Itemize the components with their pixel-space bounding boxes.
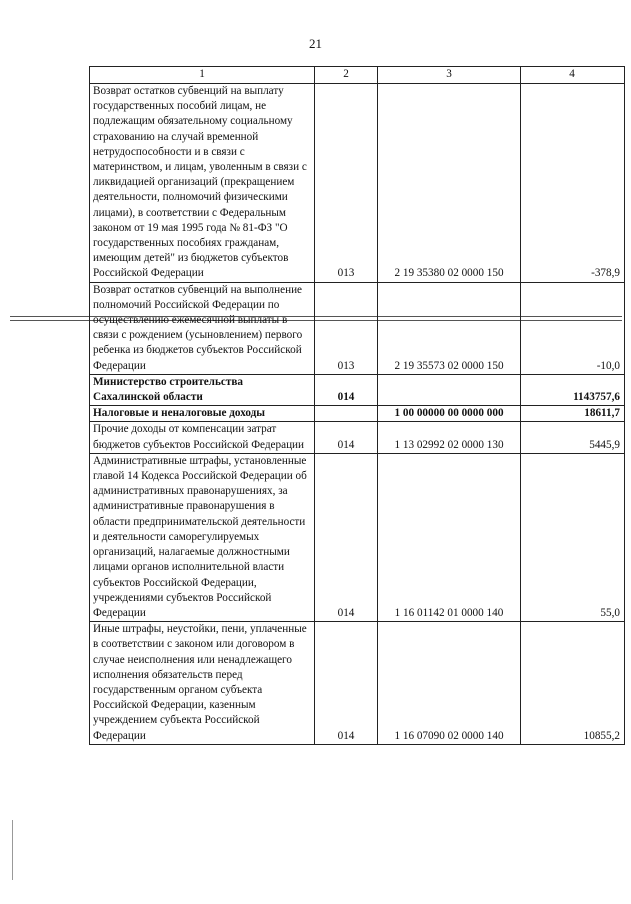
budget-classification-code: 1 16 07090 02 0000 140 (378, 622, 521, 745)
column-header: 1 (90, 67, 315, 84)
table-row (90, 84, 625, 283)
amount: 1143757,6 (521, 374, 625, 405)
column-header: 4 (521, 67, 625, 84)
column-header: 2 (315, 67, 378, 84)
amount: 18611,7 (521, 406, 625, 422)
table-row (90, 422, 625, 453)
revenue-name: Возврат остатков субвенций на выплату государственных пособий лицам, не подлежащим обязательному социальному страхованию на случай временной нетрудоспособности и в связи с материнством, и лицам, уволенным в связи с ликвидацией организаций (прекращением деятельности, полномочий физическими лицами), в соответствии с Федеральным законом от 19 мая 1995 года № 81-ФЗ "О государственных пособиях гражданам, имеющим детей" из бюджетов субъектов Российской Федерации (90, 84, 315, 283)
budget-classification-code: 2 19 35573 02 0000 150 (378, 282, 521, 374)
revenue-name: Прочие доходы от компенсации затрат бюджетов субъектов Российской Федерации (90, 422, 315, 453)
admin-code: 013 (315, 84, 378, 283)
table-row-ministry (90, 374, 625, 405)
revenue-table (89, 66, 625, 745)
admin-code: 014 (315, 374, 378, 405)
budget-classification-code: 1 00 00000 00 0000 000 (378, 406, 521, 422)
revenue-name: Административные штрафы, установленные главой 14 Кодекса Российской Федерации об административных правонарушениях, за административные правонарушения в области предпринимательской деятельности и деятельности саморегулируемых организаций, налагаемые должностными лицами органов исполнительной власти субъектов Российской Федерации, учреждениями субъектов Российской Федерации (90, 453, 315, 621)
table-row-subtotal (90, 406, 625, 422)
budget-classification-code: 2 19 35380 02 0000 150 (378, 84, 521, 283)
admin-code: 013 (315, 282, 378, 374)
revenue-name: Министерство строительства Сахалинской области (90, 374, 315, 405)
budget-classification-code: 1 16 01142 01 0000 140 (378, 453, 521, 621)
column-header: 3 (378, 67, 521, 84)
revenue-name: Иные штрафы, неустойки, пени, уплаченные в соответствии с законом или договором в случае неисполнения или ненадлежащего исполнения обязательств перед государственным органом субъекта Российской Федерации, казенным учреждением субъекта Российской Федерации (90, 622, 315, 745)
amount: -378,9 (521, 84, 625, 283)
table-row (90, 282, 625, 374)
amount: 5445,9 (521, 422, 625, 453)
budget-classification-code (378, 374, 521, 405)
admin-code: 014 (315, 453, 378, 621)
table-row (90, 453, 625, 621)
revenue-name: Налоговые и неналоговые доходы (90, 406, 315, 422)
admin-code: 014 (315, 422, 378, 453)
table-row (90, 622, 625, 745)
page-number: 21 (309, 36, 322, 51)
admin-code: 014 (315, 622, 378, 745)
table-header-row (90, 67, 625, 84)
admin-code (315, 406, 378, 422)
revenue-name: Возврат остатков субвенций на выполнение полномочий Российской Федерации по осуществлению ежемесячной выплаты в связи с рождением (усыновлением) первого ребенка из бюджетов субъектов Российской Федерации (90, 282, 315, 374)
margin-mark (12, 820, 13, 880)
budget-classification-code: 1 13 02992 02 0000 130 (378, 422, 521, 453)
amount: 55,0 (521, 453, 625, 621)
amount: -10,0 (521, 282, 625, 374)
amount: 10855,2 (521, 622, 625, 745)
